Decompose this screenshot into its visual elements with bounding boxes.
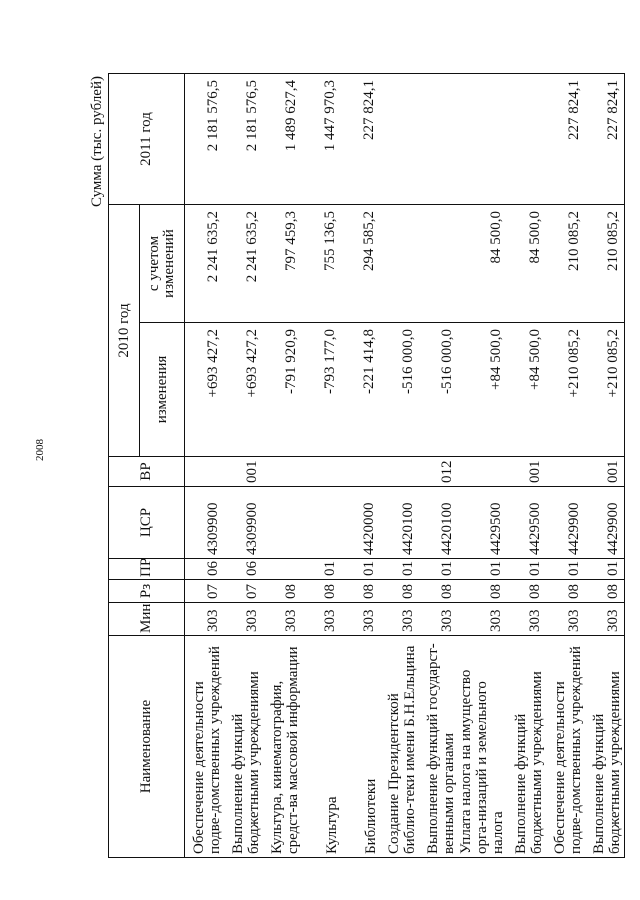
row-changes: +84 500,0 xyxy=(458,323,507,457)
row-csr: 4420100 xyxy=(419,487,458,559)
rotated-table-area xyxy=(86,74,623,858)
row-2011 xyxy=(458,73,507,204)
row-pr: 01 xyxy=(458,559,507,580)
row-name: Обеспечение деятельности подве-домственных учреждений xyxy=(546,636,585,858)
row-name: Культура xyxy=(302,636,341,858)
row-pr: 06 xyxy=(224,559,263,580)
row-min: 303 xyxy=(585,603,625,636)
table-row xyxy=(419,73,458,857)
row-min: 303 xyxy=(507,603,546,636)
table-row xyxy=(302,73,341,857)
row-with-changes: 2 241 635,2 xyxy=(224,204,263,322)
row-vr: 001 xyxy=(585,457,625,487)
row-name: Создание Президентской библио-теки имени Б.Н.Ельцина xyxy=(380,636,419,858)
row-with-changes: 84 500,0 xyxy=(458,204,507,322)
row-csr xyxy=(302,487,341,559)
row-vr xyxy=(185,457,225,487)
row-pr: 01 xyxy=(546,559,585,580)
row-rz: 08 xyxy=(458,580,507,603)
row-name: Выполнение функций бюджетными учреждениями xyxy=(507,636,546,858)
row-changes: -791 920,9 xyxy=(263,323,302,457)
row-changes: +210 085,2 xyxy=(546,323,585,457)
row-vr xyxy=(458,457,507,487)
row-min: 303 xyxy=(341,603,380,636)
row-2011 xyxy=(419,73,458,204)
row-with-changes: 755 136,5 xyxy=(302,204,341,322)
row-name: Библиотеки xyxy=(341,636,380,858)
row-changes: -221 414,8 xyxy=(341,323,380,457)
row-pr: 01 xyxy=(380,559,419,580)
row-min: 303 xyxy=(419,603,458,636)
row-with-changes: 797 459,3 xyxy=(263,204,302,322)
row-pr: 01 xyxy=(419,559,458,580)
row-vr: 001 xyxy=(224,457,263,487)
row-2011: 227 824,1 xyxy=(341,73,380,204)
row-rz: 08 xyxy=(585,580,625,603)
row-with-changes: 84 500,0 xyxy=(507,204,546,322)
row-rz: 08 xyxy=(302,580,341,603)
col-header-2010: 2010 год xyxy=(109,204,140,456)
row-csr: 4429900 xyxy=(546,487,585,559)
row-2011: 2 181 576,5 xyxy=(185,73,225,204)
col-header-vr: ВР xyxy=(109,457,185,487)
units-caption: Сумма (тыс. рублей) xyxy=(89,76,105,208)
row-rz: 08 xyxy=(546,580,585,603)
row-2011 xyxy=(380,73,419,204)
row-vr xyxy=(263,457,302,487)
row-2011: 227 824,1 xyxy=(585,73,625,204)
row-rz: 08 xyxy=(341,580,380,603)
row-name: Выполнение функций бюджетными учреждениями xyxy=(224,636,263,858)
col-header-csr: ЦСР xyxy=(109,487,185,559)
page-number: 2008 xyxy=(34,439,46,461)
row-min: 303 xyxy=(302,603,341,636)
table-row xyxy=(507,73,546,857)
row-min: 303 xyxy=(263,603,302,636)
table-row xyxy=(546,73,585,857)
row-rz: 08 xyxy=(380,580,419,603)
row-rz: 07 xyxy=(224,580,263,603)
row-min: 303 xyxy=(185,603,225,636)
row-min: 303 xyxy=(458,603,507,636)
row-2011: 227 824,1 xyxy=(546,73,585,204)
col-header-changes: изменения xyxy=(140,323,185,457)
row-min: 303 xyxy=(380,603,419,636)
row-changes: +84 500,0 xyxy=(507,323,546,457)
row-with-changes: 210 085,2 xyxy=(585,204,625,322)
row-pr: 01 xyxy=(585,559,625,580)
row-csr: 4309900 xyxy=(224,487,263,559)
row-changes: +693 427,2 xyxy=(185,323,225,457)
row-2011: 1 447 970,3 xyxy=(302,73,341,204)
row-vr xyxy=(380,457,419,487)
row-csr: 4420100 xyxy=(380,487,419,559)
table-row xyxy=(458,73,507,857)
row-pr: 01 xyxy=(302,559,341,580)
row-name: Выполнение функций бюджетными учреждениями xyxy=(585,636,625,858)
table-row xyxy=(341,73,380,857)
row-with-changes: 210 085,2 xyxy=(546,204,585,322)
row-2011: 2 181 576,5 xyxy=(224,73,263,204)
col-header-2011: 2011 год xyxy=(109,73,185,204)
table-row xyxy=(263,73,302,857)
col-header-name: Наименование xyxy=(109,636,185,858)
row-with-changes: 2 241 635,2 xyxy=(185,204,225,322)
row-pr: 06 xyxy=(185,559,225,580)
row-csr xyxy=(263,487,302,559)
row-name: Культура, кинематография, средст-ва массовой информации xyxy=(263,636,302,858)
row-rz: 07 xyxy=(185,580,225,603)
row-csr: 4420000 xyxy=(341,487,380,559)
row-vr xyxy=(302,457,341,487)
col-header-rz: Рз xyxy=(109,580,185,603)
row-changes: -516 000,0 xyxy=(380,323,419,457)
row-pr: 01 xyxy=(507,559,546,580)
row-with-changes xyxy=(419,204,458,322)
row-changes: +693 427,2 xyxy=(224,323,263,457)
table-row xyxy=(185,73,225,857)
table-row xyxy=(585,73,625,857)
row-rz: 08 xyxy=(507,580,546,603)
row-changes: +210 085,2 xyxy=(585,323,625,457)
row-csr: 4429500 xyxy=(458,487,507,559)
table-row xyxy=(224,73,263,857)
row-changes: -516 000,0 xyxy=(419,323,458,457)
row-min: 303 xyxy=(224,603,263,636)
row-changes: -793 177,0 xyxy=(302,323,341,457)
row-2011 xyxy=(507,73,546,204)
row-vr xyxy=(341,457,380,487)
budget-table xyxy=(108,73,625,858)
col-header-with-changes: с учетом изменений xyxy=(140,204,185,322)
row-2011: 1 489 627,4 xyxy=(263,73,302,204)
row-csr: 4429500 xyxy=(507,487,546,559)
row-rz: 08 xyxy=(419,580,458,603)
row-with-changes: 294 585,2 xyxy=(341,204,380,322)
row-with-changes xyxy=(380,204,419,322)
row-pr: 01 xyxy=(341,559,380,580)
row-vr: 001 xyxy=(507,457,546,487)
row-csr: 4309900 xyxy=(185,487,225,559)
col-header-pr: ПР xyxy=(109,559,185,580)
row-name: Обеспечение деятельности подве-домственных учреждений xyxy=(185,636,225,858)
row-min: 303 xyxy=(546,603,585,636)
row-pr xyxy=(263,559,302,580)
row-vr xyxy=(546,457,585,487)
row-name: Уплата налога на имущество орга-низаций и земельного налога xyxy=(458,636,507,858)
row-vr: 012 xyxy=(419,457,458,487)
row-csr: 4429900 xyxy=(585,487,625,559)
col-header-min: Мин xyxy=(109,603,185,636)
table-row xyxy=(380,73,419,857)
row-rz: 08 xyxy=(263,580,302,603)
row-name: Выполнение функций государст-венными органами xyxy=(419,636,458,858)
